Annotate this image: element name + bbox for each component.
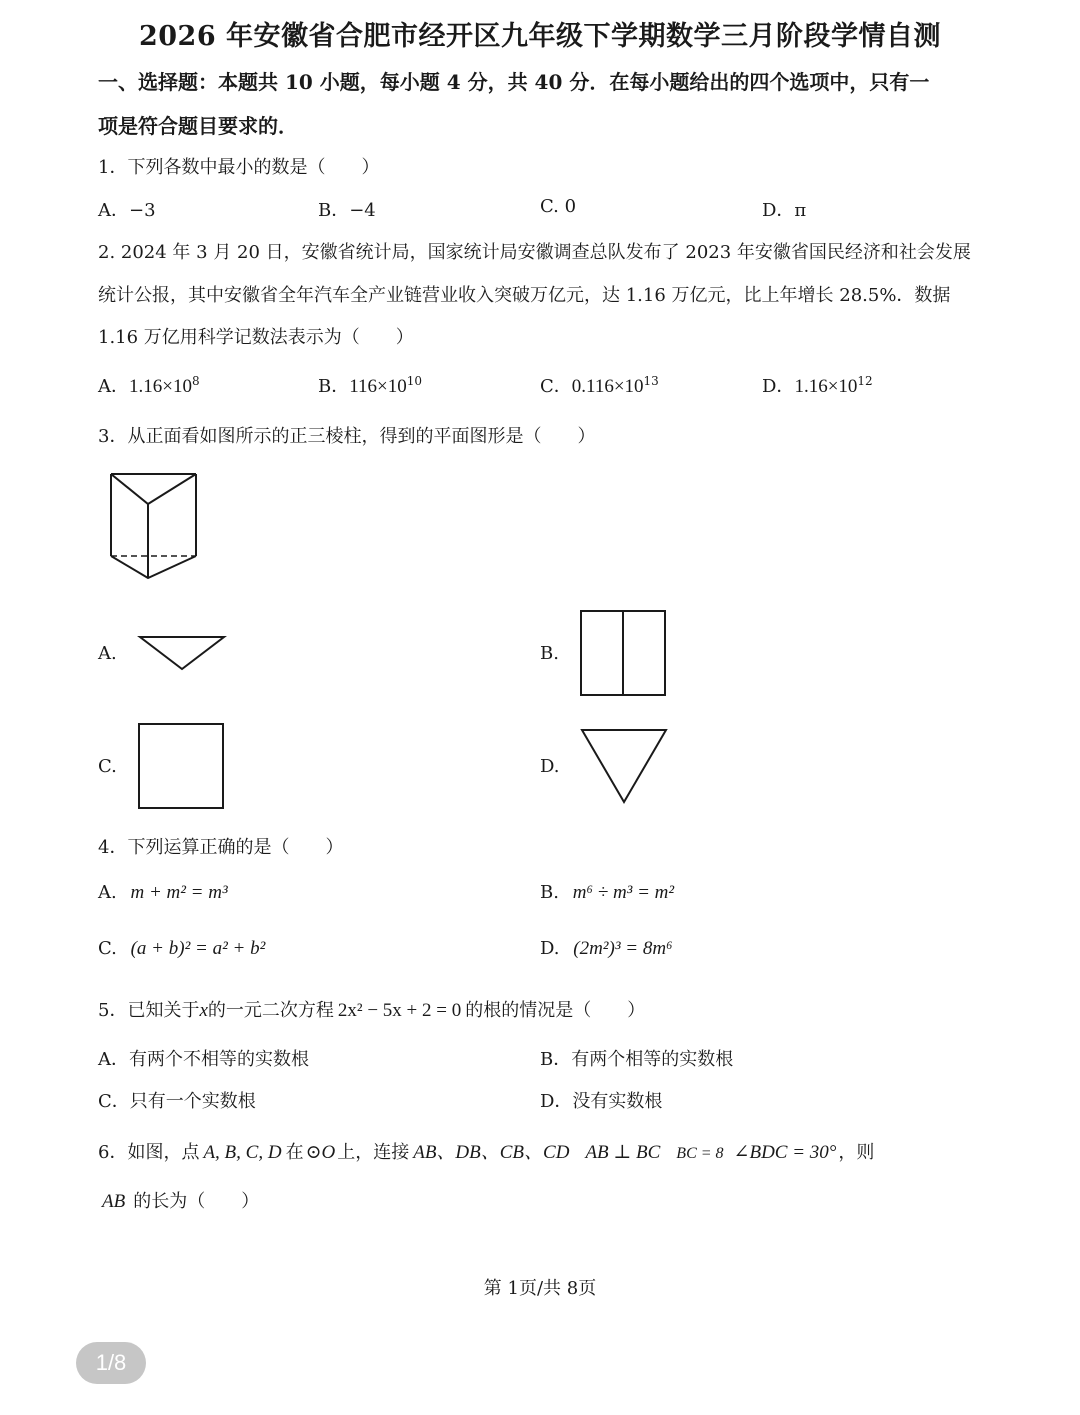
q4-option-c-expr: (a + b)² = a² + b²	[130, 938, 266, 959]
q6-on: 在	[285, 1142, 304, 1163]
page-footer: 第 1页/共 8页	[483, 1278, 597, 1299]
q6-pre: 6．如图，点	[98, 1142, 200, 1163]
page-indicator[interactable]: 1/8	[76, 1342, 146, 1384]
q1-option-c: C. 0	[540, 196, 577, 217]
q2-option-d-exp: 12	[857, 374, 873, 388]
q4-option-c	[98, 938, 265, 960]
q4-option-b	[540, 882, 674, 904]
q1-option-a: A．−3	[98, 200, 156, 221]
q4-option-d	[540, 938, 673, 960]
q2-option-a-label: A．	[98, 376, 129, 397]
q2-option-a-base: 1.16×10	[129, 376, 192, 397]
q6-circle: ⊙O	[305, 1142, 336, 1163]
q2-option-b-exp: 10	[406, 374, 423, 388]
q1-stem: 1．下列各数中最小的数是（ ）	[98, 157, 380, 178]
q3-stem: 3．从正面看如图所示的正三棱柱，得到的平面图形是（ ）	[98, 426, 596, 447]
q6-segments: AB、DB、CB、CD	[413, 1142, 570, 1163]
q5-option-c: C．只有一个实数根	[98, 1091, 256, 1112]
q4-option-a-label: A.	[98, 882, 117, 903]
q2-option-a	[98, 372, 200, 398]
q5-option-a: A．有两个不相等的实数根	[98, 1049, 309, 1070]
q6-mid: 上，连接	[337, 1142, 410, 1163]
q3-option-d-down-triangle	[580, 728, 668, 804]
q5-option-d: D．没有实数根	[540, 1091, 663, 1112]
q2-stem-line3: 1.16 万亿用科学记数法表示为（ ）	[98, 327, 414, 348]
q2-option-d-label: D．	[762, 376, 795, 397]
q6-stem-line2	[102, 1187, 259, 1213]
q2-option-d	[762, 372, 873, 398]
q3-option-b-split-rectangle	[580, 610, 666, 696]
q4-option-a-expr: m + m² = m³	[130, 882, 228, 903]
q2-option-a-exp: 8	[191, 374, 200, 388]
q5-option-b: B．有两个相等的实数根	[540, 1049, 734, 1070]
q2-option-c-label: C．	[540, 376, 572, 397]
q2-stem-line1: 2. 2024 年 3 月 20 日，安徽省统计局，国家统计局安徽调查总队发布了 2023 年安徽省国民经济和社会发展	[98, 242, 971, 263]
q5-stem-equation: 2x² − 5x + 2 = 0	[337, 1000, 462, 1021]
q3-option-b: B.	[540, 643, 559, 664]
page-title: 2026 年安徽省合肥市经开区九年级下学期数学三月阶段学情自测	[138, 21, 942, 52]
q2-option-b-label: B．	[318, 376, 350, 397]
q4-option-c-label: C.	[98, 938, 117, 959]
q6-ab: AB	[102, 1191, 126, 1212]
q3-option-d: D.	[540, 756, 560, 777]
q2-option-d-base: 1.16×10	[794, 376, 858, 397]
q2-option-b	[318, 372, 422, 398]
q4-option-b-expr: m⁶ ÷ m³ = m²	[572, 882, 675, 903]
q3-option-a-inverted-triangle	[138, 635, 226, 671]
q6-then: ，则	[838, 1142, 875, 1163]
q5-stem-var: x	[199, 1000, 208, 1021]
q5-stem-pre: 5．已知关于	[98, 1000, 200, 1021]
q1-option-d: D．π	[762, 200, 807, 221]
q1-option-b: B．−4	[318, 200, 376, 221]
q4-option-b-label: B.	[540, 882, 559, 903]
q6-post: 的长为（ ）	[133, 1191, 260, 1212]
q6-perp: AB ⊥ BC	[585, 1142, 661, 1163]
section-heading-line2: 项是符合题目要求的．	[98, 114, 298, 138]
q6-angle: ∠BDC = 30°	[733, 1142, 837, 1163]
q2-option-b-base: 116×10	[349, 376, 407, 397]
q3-option-a: A.	[98, 643, 117, 664]
q3-option-c: C.	[98, 756, 117, 777]
q2-stem-line2: 统计公报，其中安徽省全年汽车全产业链营业收入突破万亿元，达 1.16 万亿元，比上年增长 28.5%．数据	[98, 285, 951, 306]
q4-option-d-expr: (2m²)³ = 8m⁶	[573, 938, 673, 959]
q4-option-d-label: D.	[540, 938, 560, 959]
q5-stem-mid: 的一元二次方程	[207, 1000, 334, 1021]
triangular-prism-figure	[108, 470, 200, 582]
section-heading-line1: 一、选择题：本题共 10 小题，每小题 4 分，共 40 分．在每小题给出的四个选项中，只有一	[98, 70, 930, 94]
q6-stem-line1	[98, 1137, 874, 1164]
q2-option-c-base: 0.116×10	[571, 376, 644, 397]
q4-stem: 4．下列运算正确的是（ ）	[98, 837, 344, 858]
q4-option-a	[98, 882, 228, 904]
q2-option-c-exp: 13	[643, 374, 659, 388]
q6-bc: BC = 8	[676, 1145, 724, 1162]
q5-stem-post: 的根的情况是（ ）	[465, 1000, 646, 1021]
q2-option-c	[540, 372, 659, 398]
q5-stem	[98, 996, 645, 1022]
q6-points: A, B, C, D	[203, 1142, 282, 1163]
q3-option-c-square	[138, 723, 224, 809]
